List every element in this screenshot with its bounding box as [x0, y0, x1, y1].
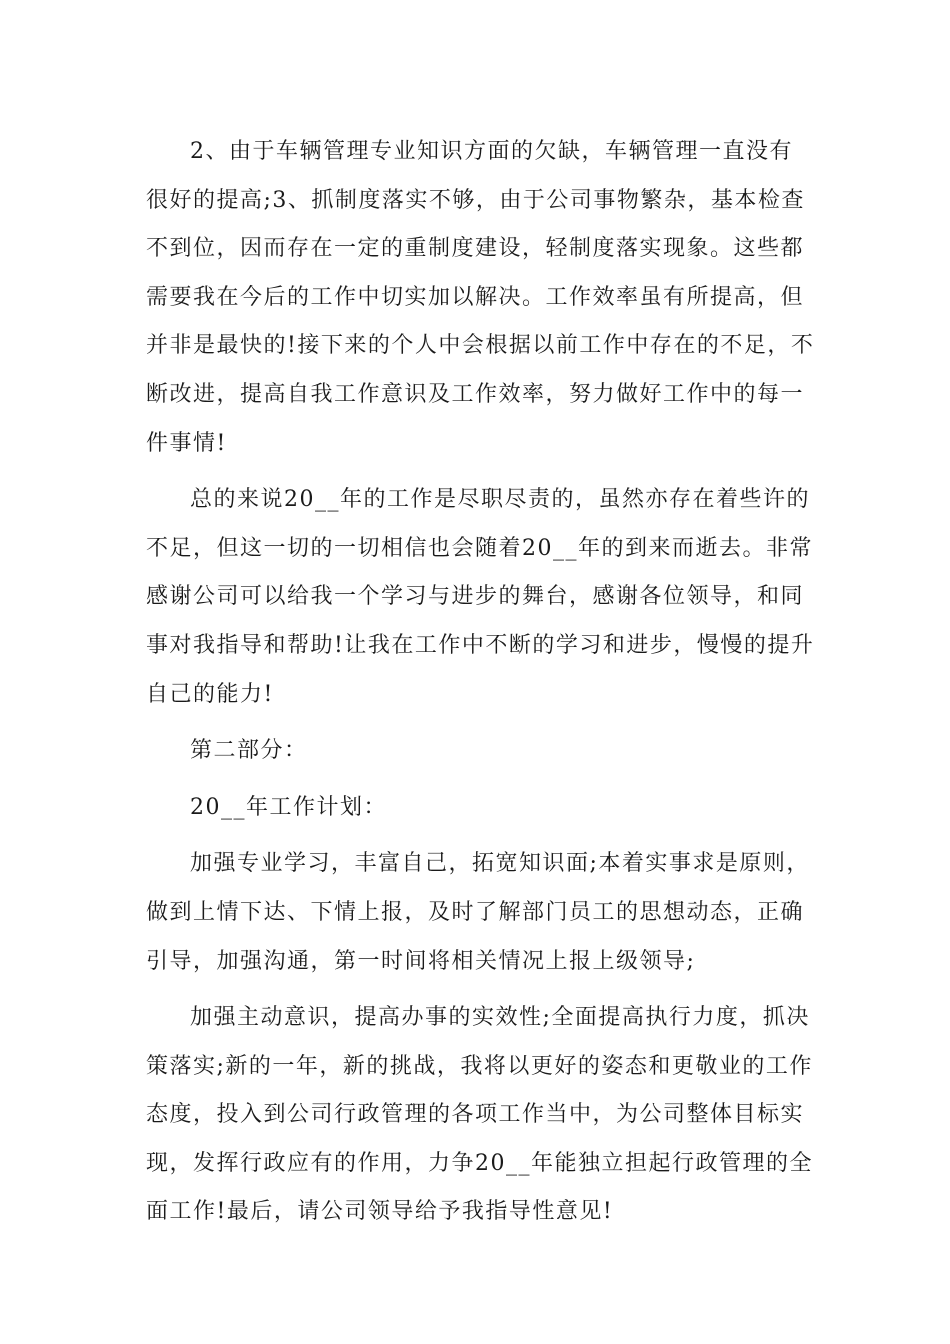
section-heading-part-two: 第二部分：	[190, 738, 308, 764]
document-body	[146, 128, 816, 1245]
paragraph-plan-study: 加强专业学习，丰富自己，拓宽知识面;本着实事求是原则，做到上情下达、下情上报，及时了解部门员工的思想动态，正确引导，加强沟通，第一时间将相关情况上报上级领导;	[146, 851, 810, 974]
paragraph-plan-initiative: 加强主动意识，提高办事的实效性;全面提高执行力度，抓决策落实;新的一年，新的挑战，我将以更好的姿态和更敬业的工作态度，投入到公司行政管理的各项工作当中，为公司整体目标实现，发挥行政应有的作用，力争20__年能独立担起行政管理的全面工作!最后，请公司领导给予我指导性意见!	[146, 1005, 813, 1225]
paragraph-summary: 总的来说20__年的工作是尽职尽责的，虽然亦存在着些许的不足，但这一切的一切相信也会随着20__年的到来而逝去。非常感谢公司可以给我一个学习与进步的舞台，感谢各位领导，和同事对我指导和帮助!让我在工作中不断的学习和进步，慢慢的提升自己的能力!	[146, 487, 815, 707]
paragraph-problems: 2、由于车辆管理专业知识方面的欠缺，车辆管理一直没有很好的提高;3、抓制度落实不够，由于公司事物繁杂，基本检查不到位，因而存在一定的重制度建设，轻制度落实现象。这些都需要我在今后的工作中切实加以解决。工作效率虽有所提高，但并非是最快的!接下来的个人中会根据以前工作中存在的不足，不断改进，提高自我工作意识及工作效率，努力做好工作中的每一件事情!	[146, 139, 815, 456]
section-heading-work-plan: 20__年工作计划：	[190, 794, 387, 820]
